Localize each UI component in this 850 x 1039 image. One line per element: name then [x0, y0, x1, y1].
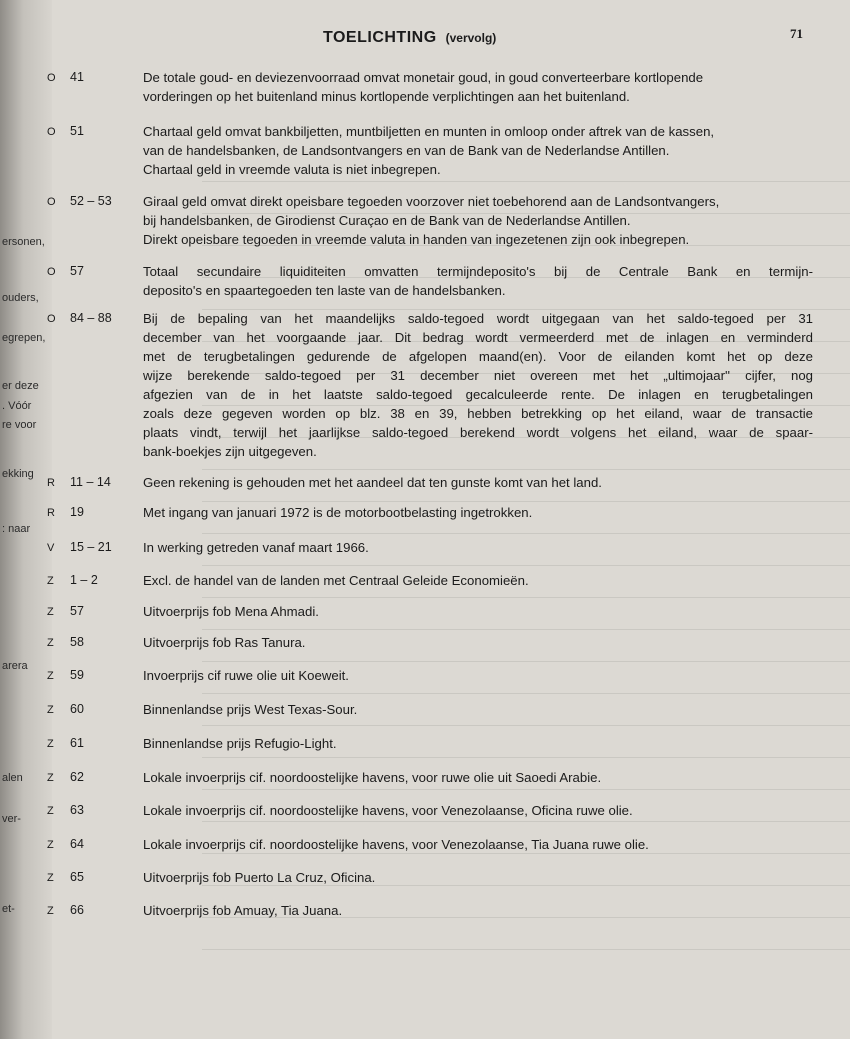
- note-description: [143, 68, 813, 106]
- page-number: 71: [790, 26, 803, 41]
- note-table-letter: Z: [47, 606, 54, 618]
- note-line: van de handelsbanken, de Landsontvangers en van de Bank van de Nederlandse Antillen.: [143, 143, 670, 158]
- note-column-range: 57: [70, 264, 84, 278]
- note-line: Lokale invoerprijs cif. noordoostelijke havens, voor Venezolaanse, Tia Juana ruwe olie.: [143, 837, 649, 852]
- note-line: afgezien van de in het laatste saldo-tegoed gecalculeerde rente. De inlagen en terugbetalingen: [143, 387, 813, 402]
- margin-fragment: ekking: [2, 468, 34, 480]
- page-title-main: TOELICHTING: [323, 29, 437, 46]
- note-line: Bij de bepaling van het maandelijks saldo-tegoed wordt uitgegaan van het saldo-tegoed per 31: [143, 311, 813, 326]
- page-title-subtitle: (vervolg): [445, 31, 497, 45]
- note-line: vorderingen op het buitenland minus kortlopende verplichtingen aan het buitenland.: [143, 89, 630, 104]
- note-table-letter: Z: [47, 738, 54, 750]
- note-line: Binnenlandse prijs West Texas-Sour.: [143, 702, 358, 717]
- note-description: [143, 571, 813, 590]
- note-line: Met ingang van januari 1972 is de motorbootbelasting ingetrokken.: [143, 505, 533, 520]
- note-column-range: 52 – 53: [70, 194, 112, 208]
- note-description: [143, 700, 813, 719]
- margin-fragment: re voor: [2, 419, 37, 431]
- note-line: december van het voorgaande jaar. Dit bedrag wordt vermeerderd met de inlagen en verminderd: [143, 330, 813, 345]
- note-description: [143, 734, 813, 753]
- note-column-range: 51: [70, 124, 84, 138]
- note-table-letter: R: [47, 507, 55, 519]
- note-column-range: 60: [70, 702, 84, 716]
- margin-fragment: : naar: [2, 523, 31, 535]
- note-column-range: 11 – 14: [70, 475, 111, 489]
- note-line: Lokale invoerprijs cif. noordoostelijke havens, voor Venezolaanse, Oficina ruwe olie.: [143, 803, 633, 818]
- note-description: [143, 473, 813, 492]
- note-line: plaats vindt, terwijl het jaarlijkse saldo-tegoed berekend wordt volgens het eiland, waar de spaar-: [143, 425, 813, 440]
- note-description: [143, 538, 813, 557]
- note-table-letter: Z: [47, 670, 54, 682]
- note-table-letter: Z: [47, 805, 54, 817]
- note-table-letter: Z: [47, 872, 54, 884]
- note-line: bij handelsbanken, de Girodienst Curaçao en de Bank van de Nederlandse Antillen.: [143, 213, 631, 228]
- note-table-letter: O: [47, 313, 56, 325]
- margin-fragment: et-: [2, 903, 15, 915]
- margin-fragment: egrepen,: [2, 332, 46, 344]
- note-table-letter: R: [47, 477, 55, 489]
- note-table-letter: O: [47, 72, 56, 84]
- note-line: bank-boekjes zijn uitgegeven.: [143, 444, 317, 459]
- note-description: [143, 633, 813, 652]
- note-table-letter: Z: [47, 772, 54, 784]
- note-description: [143, 801, 813, 820]
- note-column-range: 84 – 88: [70, 311, 112, 325]
- note-line: Geen rekening is gehouden met het aandeel dat ten gunste komt van het land.: [143, 475, 602, 490]
- note-column-range: 66: [70, 903, 84, 917]
- note-column-range: 63: [70, 803, 84, 817]
- note-line: Uitvoerprijs fob Amuay, Tia Juana.: [143, 903, 343, 918]
- note-description: [143, 122, 813, 179]
- note-table-letter: Z: [47, 575, 54, 587]
- note-description: [143, 835, 813, 854]
- note-line: deposito's en spaartegoeden ten laste van de handelsbanken.: [143, 283, 506, 298]
- note-line: wijze berekende saldo-tegoed per 31 december niet overeen met het „ultimojaar'' cijfer, nog: [143, 368, 813, 383]
- note-line: Binnenlandse prijs Refugio-Light.: [143, 736, 337, 751]
- note-description: [143, 192, 813, 249]
- note-line: Uitvoerprijs fob Mena Ahmadi.: [143, 604, 319, 619]
- note-description: [143, 768, 813, 787]
- page-title: [323, 29, 496, 47]
- note-line: Giraal geld omvat direkt opeisbare tegoeden voorzover niet toebehorend aan de Landsontvangers,: [143, 194, 720, 209]
- note-table-letter: Z: [47, 839, 54, 851]
- note-line: met de terugbetalingen gedurende de afgelopen maand(en). Voor de eilanden komt het op deze: [143, 349, 813, 364]
- note-line: Chartaal geld omvat bankbiljetten, muntbiljetten en munten in omloop onder aftrek van de kassen,: [143, 124, 715, 139]
- note-column-range: 64: [70, 837, 84, 851]
- note-description: [143, 666, 813, 685]
- note-line: Totaal secundaire liquiditeiten omvatten termijndeposito's bij de Centrale Bank en termijn-: [143, 264, 813, 279]
- note-column-range: 1 – 2: [70, 573, 98, 587]
- note-column-range: 19: [70, 505, 84, 519]
- note-description: [143, 262, 813, 300]
- margin-fragment: ouders,: [2, 292, 39, 304]
- margin-fragment: ver-: [2, 813, 21, 825]
- note-table-letter: Z: [47, 637, 54, 649]
- note-table-letter: Z: [47, 704, 54, 716]
- book-binding: [0, 0, 55, 1039]
- note-line: Uitvoerprijs fob Ras Tanura.: [143, 635, 306, 650]
- note-line: Invoerprijs cif ruwe olie uit Koeweit.: [143, 668, 349, 683]
- note-line: zoals deze gegeven worden op blz. 38 en 39, hebben betrekking op het eiland, waar de transactie: [143, 406, 813, 421]
- margin-fragment: ersonen,: [2, 236, 45, 248]
- note-line: Uitvoerprijs fob Puerto La Cruz, Oficina.: [143, 870, 376, 885]
- note-line: De totale goud- en deviezenvoorraad omvat monetair goud, in goud converteerbare kortlopende: [143, 70, 704, 85]
- note-description: [143, 868, 813, 887]
- note-column-range: 61: [70, 736, 84, 750]
- note-table-letter: O: [47, 196, 56, 208]
- note-line: In werking getreden vanaf maart 1966.: [143, 540, 369, 555]
- margin-fragment: . Vóór: [2, 400, 32, 412]
- note-description: [143, 602, 813, 621]
- note-table-letter: V: [47, 542, 55, 554]
- margin-fragment: alen: [2, 772, 23, 784]
- note-description: [143, 503, 813, 522]
- note-column-range: 58: [70, 635, 84, 649]
- note-line: Chartaal geld in vreemde valuta is niet inbegrepen.: [143, 162, 441, 177]
- note-table-letter: O: [47, 266, 56, 278]
- note-table-letter: O: [47, 126, 56, 138]
- note-column-range: 15 – 21: [70, 540, 112, 554]
- note-column-range: 65: [70, 870, 84, 884]
- note-column-range: 57: [70, 604, 84, 618]
- note-line: Lokale invoerprijs cif. noordoostelijke havens, voor ruwe olie uit Saoedi Arabie.: [143, 770, 602, 785]
- note-line: Direkt opeisbare tegoeden in vreemde valuta in handen van ingezetenen zijn ook inbegrepen.: [143, 232, 690, 247]
- note-table-letter: Z: [47, 905, 54, 917]
- note-column-range: 41: [70, 70, 84, 84]
- note-line: Excl. de handel van de landen met Centraal Geleide Economieën.: [143, 573, 529, 588]
- margin-fragment: er deze: [2, 380, 39, 392]
- note-column-range: 62: [70, 770, 84, 784]
- note-description: [143, 309, 813, 461]
- note-column-range: 59: [70, 668, 84, 682]
- note-description: [143, 901, 813, 920]
- margin-fragment: arera: [2, 660, 28, 672]
